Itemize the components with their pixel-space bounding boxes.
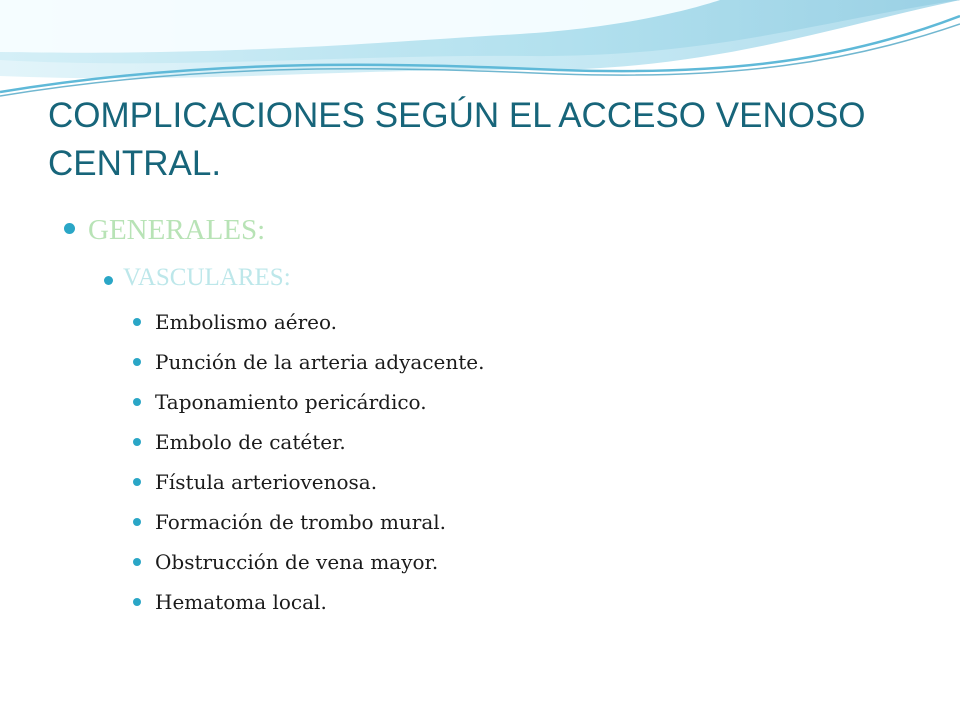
item-bullet-icon — [133, 358, 141, 366]
item-bullet-icon — [133, 478, 141, 486]
item-bullet-icon — [133, 318, 141, 326]
item-puncion-arteria: Punción de la arteria adyacente. — [155, 350, 485, 374]
item-bullet-icon — [133, 518, 141, 526]
level1-heading: GENERALES: — [88, 214, 266, 246]
item-bullet-icon — [133, 398, 141, 406]
item-bullet-icon — [133, 598, 141, 606]
level1-bullet-icon — [64, 223, 75, 234]
slide-title: COMPLICACIONES SEGÚN EL ACCESO VENOSO CENTRAL. — [48, 96, 866, 183]
item-fistula-arteriovenosa: Fístula arteriovenosa. — [155, 470, 378, 494]
item-embolismo-aereo: Embolismo aéreo. — [155, 310, 338, 334]
item-hematoma-local: Hematoma local. — [155, 590, 327, 614]
level2-heading: VASCULARES: — [123, 264, 291, 291]
item-obstruccion-vena-mayor: Obstrucción de vena mayor. — [155, 550, 439, 574]
item-taponamiento-pericardico: Taponamiento pericárdico. — [155, 390, 427, 414]
item-embolo-cateter: Embolo de catéter. — [155, 430, 346, 454]
item-bullet-icon — [133, 558, 141, 566]
level2-bullet-icon — [104, 276, 113, 285]
item-trombo-mural: Formación de trombo mural. — [155, 510, 447, 534]
item-bullet-icon — [133, 438, 141, 446]
